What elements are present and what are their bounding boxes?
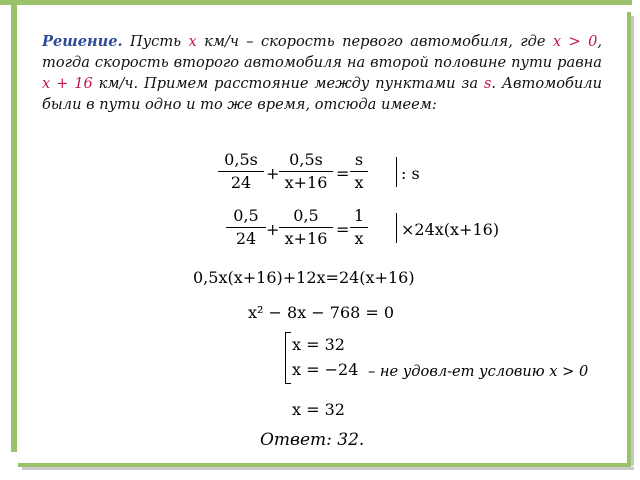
eq2-f3-numerator: 1 [353, 206, 365, 225]
eq1-plus: + [266, 164, 280, 183]
eq2-f2-denominator: x+16 [279, 227, 333, 247]
eq1-fraction-3 [350, 152, 368, 191]
solution-text-2: км/ч – скорость первого автомобиля, где [196, 33, 553, 50]
eq2-equals: = [336, 220, 350, 239]
eq1-action-bar [396, 157, 397, 187]
eq1-f2-denominator: x+16 [279, 171, 333, 191]
variable-x: x [188, 33, 197, 50]
condition-x-positive: x > 0 [552, 33, 598, 50]
eq2-fraction-3 [350, 208, 368, 247]
speed-second-car: x + 16 [42, 75, 93, 92]
solution-text-4: км/ч. Примем расстояние между пунктами за [92, 75, 484, 92]
solution-paragraph [42, 31, 602, 115]
frame-right-shadow [631, 16, 634, 466]
frame-right-bar [627, 12, 631, 464]
eq2-f3-denominator: x [350, 227, 368, 247]
eq2-plus: + [266, 220, 280, 239]
equation-4: x² − 8x − 768 = 0 [248, 303, 395, 322]
eq2-action-bar [396, 213, 397, 243]
root-2-note: – не удовл-ет условию x > 0 [368, 363, 589, 380]
solution-text-3: , тогда скорость второго автомобиля на второй половине пути равна [42, 33, 602, 71]
answer: Ответ: 32. [260, 430, 365, 450]
roots-bracket [285, 332, 291, 384]
eq1-f1-denominator: 24 [218, 171, 264, 191]
root-1: x = 32 [292, 335, 345, 354]
eq2-f2-numerator: 0,5 [293, 206, 319, 225]
eq1-f1-numerator: 0,5s [224, 150, 258, 169]
eq1-fraction-1 [218, 152, 264, 191]
eq1-f3-numerator: s [354, 150, 364, 169]
eq1-f2-numerator: 0,5s [289, 150, 323, 169]
eq1-equals: = [336, 164, 350, 183]
solution-label: Решение. [42, 33, 123, 50]
eq1-action: : s [401, 164, 420, 183]
equation-3: 0,5x(x+16)+12x=24(x+16) [193, 268, 415, 287]
frame-bottom-shadow [22, 467, 634, 470]
frame-left-bar [11, 0, 17, 452]
eq1-f3-denominator: x [350, 171, 368, 191]
eq2-f1-numerator: 0,5 [233, 206, 259, 225]
eq2-action: ×24x(x+16) [401, 220, 500, 239]
solution-text-5: . Автомобили были в пути одно и то же время, отсюда имеем: [42, 75, 602, 113]
eq2-fraction-1 [226, 208, 266, 247]
eq1-fraction-2 [279, 152, 333, 191]
frame-top-bar [0, 0, 632, 5]
eq2-fraction-2 [279, 208, 333, 247]
frame-bottom-bar [18, 463, 631, 467]
eq2-f1-denominator: 24 [226, 227, 266, 247]
solution-text-1: Пусть [122, 33, 189, 50]
root-2: x = −24 [292, 360, 359, 379]
variable-s: s [483, 75, 492, 92]
result: x = 32 [292, 400, 345, 419]
